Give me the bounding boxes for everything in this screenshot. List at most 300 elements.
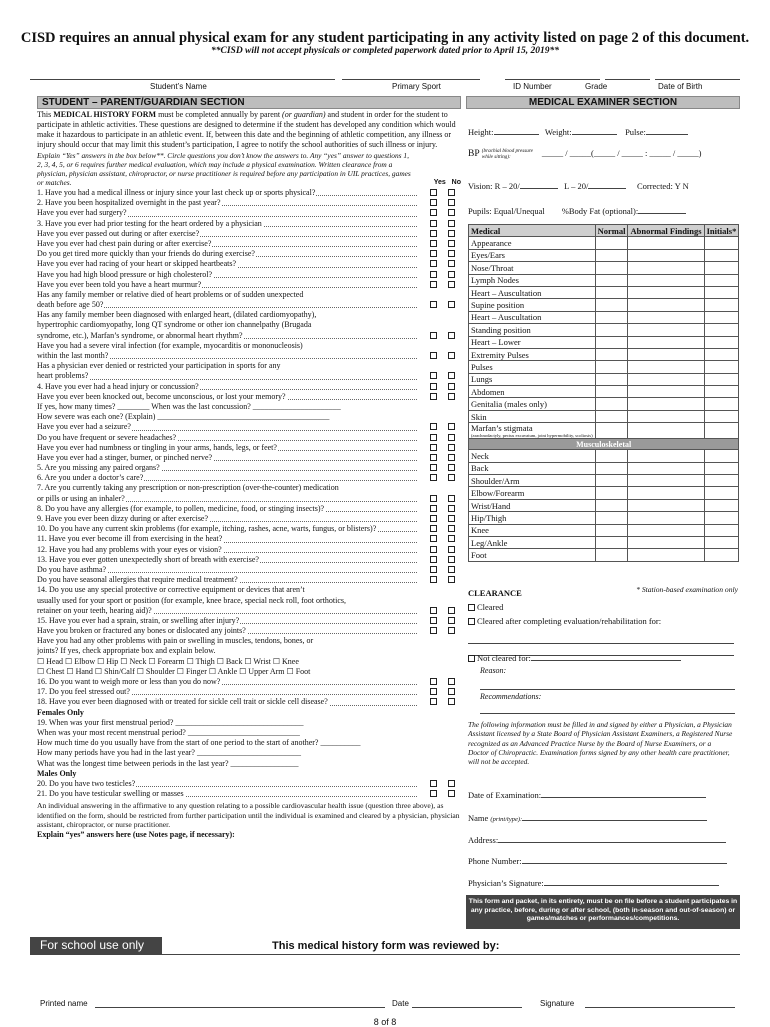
msk-row <box>469 487 739 499</box>
no-checkbox[interactable] <box>448 474 455 481</box>
msk-row-cell[interactable] <box>704 549 739 561</box>
question-row <box>37 708 461 718</box>
msk-row-cell[interactable] <box>595 512 628 524</box>
msk-row-cell[interactable] <box>628 475 704 487</box>
no-checkbox[interactable] <box>448 607 455 614</box>
question-row <box>37 524 461 534</box>
medical-row-label <box>469 262 596 274</box>
pulse-label: Pulse: <box>625 127 646 137</box>
no-checkbox[interactable] <box>448 678 455 685</box>
medical-row <box>469 249 739 261</box>
recommendations-line[interactable] <box>480 702 735 714</box>
date-exam-field[interactable] <box>541 797 706 798</box>
question-text: Do you have frequent or severe headaches? <box>37 432 177 442</box>
medical-row-cell[interactable] <box>628 336 704 348</box>
medical-row <box>469 348 739 360</box>
bp-note: (brachial blood pressure while sitting): <box>481 148 533 160</box>
question-text: Do you get tired more quickly than your friends do during exercise? <box>37 249 255 259</box>
weight-field[interactable] <box>572 134 617 135</box>
no-checkbox[interactable] <box>448 240 455 247</box>
medical-row-cell[interactable] <box>595 274 628 286</box>
cell-text: Heart – Auscultation <box>471 287 542 298</box>
question-text: syndrome, etc.), Marfan’s syndrome, or abnormal heart rhythm? <box>37 330 243 340</box>
question-row <box>37 606 461 616</box>
question-text: 18. Have you ever been diagnosed with or treated for sickle cell trait or sickle cell disease? <box>37 697 328 707</box>
msk-row-label <box>469 450 596 462</box>
msk-row-cell[interactable] <box>595 450 628 462</box>
yes-checkbox[interactable] <box>430 688 437 695</box>
medical-row-cell[interactable] <box>595 237 628 249</box>
no-checkbox[interactable] <box>448 332 455 339</box>
medical-row <box>469 373 739 385</box>
medical-row-cell[interactable] <box>704 423 739 439</box>
yes-checkbox[interactable] <box>430 464 437 471</box>
question-row <box>37 239 461 249</box>
cleared-after-line-1[interactable] <box>468 633 734 644</box>
msk-row-cell[interactable] <box>704 499 739 511</box>
no-checkbox[interactable] <box>448 423 455 430</box>
question-row <box>37 626 461 636</box>
address-row: Address: <box>468 835 738 845</box>
yes-checkbox[interactable] <box>430 423 437 430</box>
page-title: CISD requires an annual physical exam for any student participating in any activity listed on page 2 of this document. <box>20 30 750 46</box>
cell-text: Back <box>471 463 489 474</box>
msk-row-cell[interactable] <box>628 450 704 462</box>
no-checkbox[interactable] <box>448 393 455 400</box>
medical-row <box>469 274 739 286</box>
yes-checkbox[interactable] <box>430 780 437 787</box>
yes-checkbox[interactable] <box>430 189 437 196</box>
question-text: Have you had any other problems with pain or swelling in muscles, tendons, bones, or <box>37 636 314 646</box>
question-text: How many periods have you had in the last year? __________________________ <box>37 748 301 758</box>
cell-text: Knee <box>471 525 489 536</box>
not-cleared-checkbox[interactable] <box>468 655 475 662</box>
msk-row-cell[interactable] <box>628 549 704 561</box>
question-text: 21. Do you have testicular swelling or masses <box>37 789 184 799</box>
msk-row-cell[interactable] <box>704 524 739 536</box>
medical-row-label <box>469 311 596 323</box>
primary-sport-field[interactable]: Primary Sport <box>392 82 441 91</box>
medical-row-cell[interactable] <box>595 262 628 274</box>
reviewed-by-label: This medical history form was reviewed by: <box>272 940 500 952</box>
medical-row <box>469 324 739 336</box>
reason-line[interactable] <box>480 680 735 690</box>
medical-row-cell[interactable] <box>628 348 704 360</box>
yes-checkbox[interactable] <box>430 230 437 237</box>
medical-row-cell[interactable] <box>595 386 628 398</box>
yes-checkbox[interactable] <box>430 332 437 339</box>
grade-field[interactable]: Grade <box>585 82 608 91</box>
not-cleared-option[interactable]: Not cleared for: <box>468 653 738 663</box>
medical-row-cell[interactable] <box>628 410 704 422</box>
msk-row-cell[interactable] <box>704 450 739 462</box>
pulse-field[interactable] <box>646 134 688 135</box>
yes-checkbox[interactable] <box>430 505 437 512</box>
question-row <box>37 320 461 330</box>
yes-checkbox[interactable] <box>430 515 437 522</box>
msk-row <box>469 524 739 536</box>
cleared-after-checkbox[interactable] <box>468 618 475 625</box>
no-checkbox[interactable] <box>448 556 455 563</box>
cell-text: Lymph Nodes <box>471 275 519 286</box>
yes-checkbox[interactable] <box>430 372 437 379</box>
no-checkbox[interactable] <box>448 230 455 237</box>
question-text: Have you ever had a seizure? <box>37 422 131 432</box>
student-name-field[interactable]: Student’s Name <box>150 82 207 91</box>
cell-text: Appearance <box>471 238 512 249</box>
medical-row-cell[interactable] <box>595 373 628 385</box>
question-text: retainer on your teeth, hearing aid)? <box>37 605 152 615</box>
yes-checkbox[interactable] <box>430 271 437 278</box>
medical-row-cell[interactable] <box>595 361 628 373</box>
examiner-name-field[interactable] <box>522 820 707 821</box>
station-note: * Station-based examination only <box>636 585 738 594</box>
cleared-checkbox[interactable] <box>468 604 475 611</box>
medical-row-label <box>469 336 596 348</box>
yes-checkbox[interactable] <box>430 250 437 257</box>
medical-row-label <box>469 286 596 298</box>
no-checkbox[interactable] <box>448 454 455 461</box>
question-text: 20. Do you have two testicles? <box>37 778 136 788</box>
msk-row-cell[interactable] <box>628 524 704 536</box>
msk-row-cell[interactable] <box>704 536 739 548</box>
medical-row-cell[interactable] <box>595 249 628 261</box>
cell-text: Heart – Lower <box>471 337 521 348</box>
question-row <box>37 483 461 493</box>
msk-row-cell[interactable] <box>704 487 739 499</box>
bodyfat-label: %Body Fat (optional): <box>561 206 639 216</box>
medical-row-cell[interactable] <box>704 237 739 249</box>
not-cleared-field[interactable] <box>531 660 681 661</box>
question-row <box>37 596 461 606</box>
medical-row-cell[interactable] <box>704 311 739 323</box>
medical-row-cell[interactable] <box>628 249 704 261</box>
question-row <box>37 718 461 728</box>
id-number-field[interactable]: ID Number <box>513 82 552 91</box>
msk-row-cell[interactable] <box>704 512 739 524</box>
yes-checkbox[interactable] <box>430 556 437 563</box>
cleared-option[interactable]: Cleared <box>468 602 738 612</box>
medical-row-cell[interactable] <box>628 237 704 249</box>
medical-row-cell[interactable] <box>704 386 739 398</box>
no-checkbox[interactable] <box>448 444 455 451</box>
height-label: Height: <box>468 127 494 137</box>
medical-row-cell[interactable] <box>595 286 628 298</box>
msk-row-cell[interactable] <box>595 487 628 499</box>
question-row <box>37 351 461 361</box>
yes-checkbox[interactable] <box>430 352 437 359</box>
medical-row-cell[interactable] <box>704 324 739 336</box>
no-checkbox[interactable] <box>448 352 455 359</box>
medical-row-cell[interactable] <box>704 373 739 385</box>
msk-row-label <box>469 475 596 487</box>
medical-row-label <box>469 410 596 422</box>
yes-checkbox[interactable] <box>430 240 437 247</box>
question-text: or pills or using an inhaler? <box>37 493 125 503</box>
medical-row-cell[interactable] <box>704 410 739 422</box>
question-text: Have you ever had a stinger, burner, or pinched nerve? <box>37 452 213 462</box>
yes-checkbox[interactable] <box>430 698 437 705</box>
msk-row-cell[interactable] <box>628 462 704 474</box>
physician-signature-field[interactable] <box>544 885 719 886</box>
no-checkbox[interactable] <box>448 383 455 390</box>
msk-row-cell[interactable] <box>595 524 628 536</box>
question-text: hypertrophic cardiomyopathy, long QT syndrome or other ion channelpathy (Brugada <box>37 320 312 330</box>
yes-checkbox[interactable] <box>430 546 437 553</box>
medical-row-cell[interactable] <box>595 348 628 360</box>
no-checkbox[interactable] <box>448 301 455 308</box>
no-checkbox[interactable] <box>448 189 455 196</box>
msk-row <box>469 450 739 462</box>
no-checkbox[interactable] <box>448 525 455 532</box>
medical-row-cell[interactable] <box>628 299 704 311</box>
question-text: usually used for your sport or position (for example, knee brace, special neck roll, foot orthotics, <box>37 595 347 605</box>
cell-text: Wrist/Hand <box>471 500 511 511</box>
yes-checkbox[interactable] <box>430 495 437 502</box>
no-column-header: No <box>451 179 461 186</box>
question-row <box>37 697 461 707</box>
yes-checkbox[interactable] <box>430 383 437 390</box>
no-checkbox[interactable] <box>448 220 455 227</box>
question-row <box>37 259 461 269</box>
question-row <box>37 779 461 789</box>
medical-row-cell[interactable] <box>704 262 739 274</box>
question-row <box>37 759 461 769</box>
medical-row-label <box>469 274 596 286</box>
cleared-after-option[interactable]: Cleared after completing evaluation/rehabilitation for: <box>468 616 738 626</box>
msk-row-cell[interactable] <box>595 475 628 487</box>
question-row <box>37 565 461 575</box>
address-field[interactable] <box>498 842 726 843</box>
no-checkbox[interactable] <box>448 271 455 278</box>
medical-row-cell[interactable] <box>595 398 628 410</box>
msk-row-cell[interactable] <box>628 512 704 524</box>
question-row <box>37 646 461 656</box>
medical-row-cell[interactable] <box>628 324 704 336</box>
medical-row-label <box>469 373 596 385</box>
msk-row-label <box>469 524 596 536</box>
vision-right-field[interactable] <box>520 188 558 189</box>
question-row <box>37 687 461 697</box>
question-text: Females Only <box>37 707 84 717</box>
msk-row-cell[interactable] <box>628 487 704 499</box>
question-text: 12. Have you had any problems with your eyes or vision? <box>37 544 222 554</box>
no-checkbox[interactable] <box>448 209 455 216</box>
question-text: Have you ever had surgery? <box>37 208 127 218</box>
no-checkbox[interactable] <box>448 250 455 257</box>
medical-row <box>469 299 739 311</box>
medical-row <box>469 336 739 348</box>
yes-checkbox[interactable] <box>430 281 437 288</box>
examiner-section-banner: MEDICAL EXAMINER SECTION <box>466 96 740 109</box>
msk-row-cell[interactable] <box>595 462 628 474</box>
question-row <box>37 422 461 432</box>
table-header-cell[interactable] <box>595 225 628 237</box>
school-use-banner: For school use only <box>30 937 162 954</box>
no-checkbox[interactable] <box>448 260 455 267</box>
date-field[interactable] <box>412 999 522 1008</box>
table-header-cell[interactable] <box>628 225 704 237</box>
cell-text: Marfan’s stigmata <box>471 423 533 434</box>
medical-row-cell[interactable] <box>595 410 628 422</box>
question-row <box>37 443 461 453</box>
medical-row-cell[interactable] <box>628 386 704 398</box>
question-row <box>37 545 461 555</box>
signature-field[interactable] <box>585 999 735 1008</box>
no-checkbox[interactable] <box>448 790 455 797</box>
bodyfat-field[interactable] <box>638 213 686 214</box>
no-checkbox[interactable] <box>448 464 455 471</box>
no-checkbox[interactable] <box>448 566 455 573</box>
question-text: How much time do you usually have from the start of one period to the start of another? __________ <box>37 738 361 748</box>
no-checkbox[interactable] <box>448 505 455 512</box>
yes-checkbox[interactable] <box>430 454 437 461</box>
medical-row-cell[interactable] <box>628 262 704 274</box>
vision-left-field[interactable] <box>588 188 626 189</box>
yes-checkbox[interactable] <box>430 607 437 614</box>
cardio-footnote: An individual answering in the affirmative to any question relating to a possible cardiovascular health issue (question three above), as identified on the form, should be restricted from further participation until the individual is examined and cleared by a physician, physician assistant, chiropractor, or nurse practitioner. <box>37 801 460 830</box>
medical-row-cell[interactable] <box>704 361 739 373</box>
yes-checkbox[interactable] <box>430 525 437 532</box>
question-text: Have you had a severe viral infection (for example, myocarditis or mononucleosis) <box>37 340 303 350</box>
msk-row-cell[interactable] <box>704 475 739 487</box>
yes-checkbox[interactable] <box>430 220 437 227</box>
question-text: joints? If yes, check appropriate box and explain below. <box>37 646 216 656</box>
signature-label: Signature <box>540 999 575 1008</box>
medical-row-cell[interactable] <box>628 361 704 373</box>
medical-row-cell[interactable] <box>704 274 739 286</box>
bp-field[interactable]: _____ / _____(_____ / _____ : _____ / _____) <box>541 148 702 158</box>
yes-checkbox[interactable] <box>430 678 437 685</box>
medical-row-cell[interactable] <box>595 336 628 348</box>
student-section-banner: STUDENT – PARENT/GUARDIAN SECTION <box>37 96 461 109</box>
corrected-label[interactable]: Corrected: Y N <box>636 181 689 191</box>
question-row <box>37 789 461 799</box>
yes-checkbox[interactable] <box>430 260 437 267</box>
msk-row-cell[interactable] <box>704 462 739 474</box>
no-checkbox[interactable] <box>448 698 455 705</box>
yes-checkbox[interactable] <box>430 444 437 451</box>
no-checkbox[interactable] <box>448 535 455 542</box>
yes-checkbox[interactable] <box>430 434 437 441</box>
medical-row-cell[interactable] <box>704 299 739 311</box>
no-checkbox[interactable] <box>448 688 455 695</box>
cell-text: Medical <box>471 225 501 236</box>
yes-checkbox[interactable] <box>430 199 437 206</box>
header-lines <box>30 79 740 80</box>
medical-row-cell[interactable] <box>628 286 704 298</box>
cell-text: Pulses <box>471 361 493 372</box>
msk-row <box>469 462 739 474</box>
yes-checkbox[interactable] <box>430 576 437 583</box>
medical-row-cell[interactable] <box>704 286 739 298</box>
page-number: 8 of 8 <box>373 1017 397 1027</box>
yes-checkbox[interactable] <box>430 790 437 797</box>
no-checkbox[interactable] <box>448 434 455 441</box>
msk-row-label <box>469 462 596 474</box>
no-checkbox[interactable] <box>448 281 455 288</box>
medical-row-cell[interactable] <box>595 324 628 336</box>
dob-field[interactable]: Date of Birth <box>658 82 703 91</box>
msk-row-cell[interactable] <box>628 536 704 548</box>
medical-row-cell[interactable] <box>595 311 628 323</box>
msk-row-cell[interactable] <box>595 549 628 561</box>
question-text: If yes, how many times? ________ When was the last concussion? ______________________ <box>37 401 341 411</box>
no-checkbox[interactable] <box>448 546 455 553</box>
no-checkbox[interactable] <box>448 199 455 206</box>
pupils-label[interactable]: Pupils: Equal/Unequal <box>468 206 545 216</box>
medical-row <box>469 386 739 398</box>
bp-label: BP <box>468 149 480 159</box>
yes-checkbox[interactable] <box>430 209 437 216</box>
medical-row-cell[interactable] <box>704 348 739 360</box>
medical-row-cell[interactable] <box>628 373 704 385</box>
printed-name-field[interactable] <box>95 999 385 1008</box>
medical-row-label <box>469 237 596 249</box>
medical-row-cell[interactable] <box>704 249 739 261</box>
no-checkbox[interactable] <box>448 617 455 624</box>
medical-row-cell[interactable] <box>595 299 628 311</box>
medical-row-cell[interactable] <box>628 274 704 286</box>
medical-row-cell[interactable] <box>628 423 704 439</box>
question-row <box>37 392 461 402</box>
no-checkbox[interactable] <box>448 627 455 634</box>
yes-checkbox[interactable] <box>430 627 437 634</box>
yes-checkbox[interactable] <box>430 617 437 624</box>
msk-row-cell[interactable] <box>595 499 628 511</box>
yes-column-header: Yes <box>433 179 446 186</box>
cell-text: Shoulder/Arm <box>471 475 520 486</box>
question-text: Do you have seasonal allergies that require medical treatment? <box>37 575 238 585</box>
question-row <box>37 748 461 758</box>
phone-field[interactable] <box>522 863 727 864</box>
vitals-row <box>468 127 738 137</box>
yes-checkbox[interactable] <box>430 393 437 400</box>
table-header-cell[interactable] <box>704 225 739 237</box>
medical-row <box>469 398 739 410</box>
question-text: 11. Have you ever become ill from exercising in the heat? <box>37 534 223 544</box>
medical-row-cell[interactable] <box>595 423 628 439</box>
medical-row-label <box>469 386 596 398</box>
msk-row <box>469 475 739 487</box>
medical-row-label <box>469 361 596 373</box>
yes-checkbox[interactable] <box>430 474 437 481</box>
medical-row-cell[interactable] <box>704 336 739 348</box>
no-checkbox[interactable] <box>448 372 455 379</box>
medical-row-cell[interactable] <box>628 398 704 410</box>
height-field[interactable] <box>494 134 539 135</box>
cell-text: Lungs <box>471 374 493 385</box>
question-row <box>37 300 461 310</box>
no-checkbox[interactable] <box>448 780 455 787</box>
msk-row-label <box>469 512 596 524</box>
question-text: When was your most recent menstrual period? ____________________________ <box>37 727 300 737</box>
question-text: What was the longest time between periods in the last year? _________________ <box>37 758 299 768</box>
yes-checkbox[interactable] <box>430 301 437 308</box>
yes-checkbox[interactable] <box>430 566 437 573</box>
no-checkbox[interactable] <box>448 515 455 522</box>
no-checkbox[interactable] <box>448 576 455 583</box>
yes-checkbox[interactable] <box>430 535 437 542</box>
medical-row-cell[interactable] <box>628 311 704 323</box>
no-checkbox[interactable] <box>448 495 455 502</box>
vision-row <box>468 181 738 191</box>
medical-row-cell[interactable] <box>704 398 739 410</box>
date-label: Date <box>392 999 409 1008</box>
examiner-info: The following information must be filled in and signed by either a Physician, a Physician Assistant licensed by a State Board of Physician Assistant Examiners, a Registered Nurse recognized as an Advanced Practice Nurse by the Board of Nurse Examiners, or a Doctor of Chiropractic. Examination forms signed by any other health care practitioner, will not be accepted. <box>468 720 733 767</box>
msk-row-cell[interactable] <box>628 499 704 511</box>
msk-row-cell[interactable] <box>595 536 628 548</box>
